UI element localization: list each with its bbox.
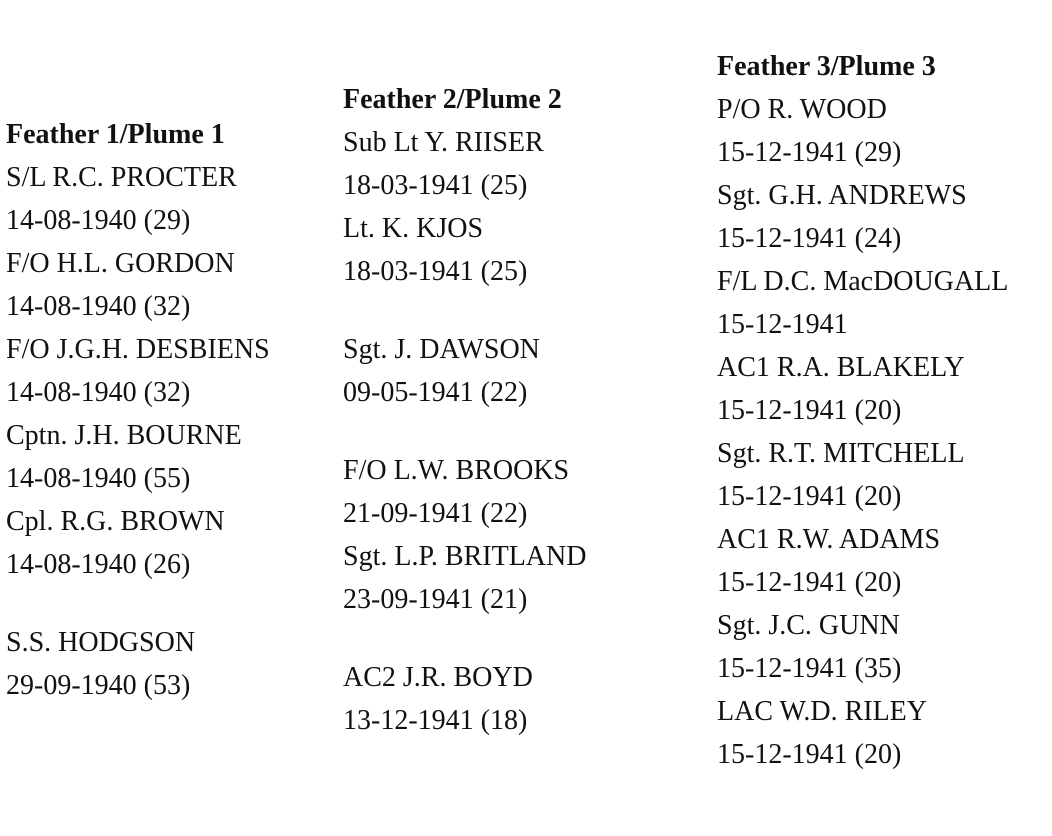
entry-date: 18-03-1941 (25) xyxy=(343,256,528,287)
feather-column-1 xyxy=(6,113,270,707)
entry-name: F/L D.C. MacDOUGALL xyxy=(717,266,1009,297)
entry-date: 18-03-1941 (25) xyxy=(343,170,528,201)
list-item xyxy=(343,535,586,621)
entry-date: 15-12-1941 (20) xyxy=(717,481,902,512)
list-item xyxy=(343,121,586,207)
list-item xyxy=(6,156,270,242)
list-item xyxy=(343,656,586,742)
entry-name: AC1 R.W. ADAMS xyxy=(717,524,941,555)
entry-date: 14-08-1940 (29) xyxy=(6,205,191,236)
entry-name: F/O H.L. GORDON xyxy=(6,248,235,279)
list-item xyxy=(717,432,1008,518)
list-item xyxy=(343,449,586,535)
entry-name: Sub Lt Y. RIISER xyxy=(343,127,544,158)
entry-name: F/O J.G.H. DESBIENS xyxy=(6,334,270,365)
entry-date: 15-12-1941 (29) xyxy=(717,137,902,168)
list-item xyxy=(717,690,1008,776)
list-item xyxy=(6,242,270,328)
entry-name: P/O R. WOOD xyxy=(717,94,887,125)
list-item xyxy=(343,328,586,414)
entry-date: 15-12-1941 (20) xyxy=(717,395,902,426)
list-item xyxy=(6,621,270,707)
entry-name: Sgt. L.P. BRITLAND xyxy=(343,541,587,572)
entry-date: 13-12-1941 (18) xyxy=(343,705,528,736)
entry-name: S.S. HODGSON xyxy=(6,627,196,658)
feather-column-2 xyxy=(343,78,586,742)
column-header: Feather 2/Plume 2 xyxy=(343,84,562,115)
list-item xyxy=(6,500,270,586)
column-header: Feather 3/Plume 3 xyxy=(717,51,936,82)
entry-date: 14-08-1940 (32) xyxy=(6,291,191,322)
entry-name: AC1 R.A. BLAKELY xyxy=(717,352,965,383)
entry-name: Sgt. G.H. ANDREWS xyxy=(717,180,967,211)
entry-name: Cptn. J.H. BOURNE xyxy=(6,420,242,451)
list-item xyxy=(717,260,1008,346)
entry-name: Lt. K. KJOS xyxy=(343,213,484,244)
entry-date: 14-08-1940 (55) xyxy=(6,463,191,494)
entry-date: 15-12-1941 (20) xyxy=(717,739,902,770)
entry-date: 15-12-1941 (35) xyxy=(717,653,902,684)
entry-name: AC2 J.R. BOYD xyxy=(343,662,533,693)
entry-name: S/L R.C. PROCTER xyxy=(6,162,237,193)
entry-date: 21-09-1941 (22) xyxy=(343,498,528,529)
list-item xyxy=(6,414,270,500)
list-item xyxy=(717,604,1008,690)
list-item xyxy=(717,346,1008,432)
entry-date: 15-12-1941 (24) xyxy=(717,223,902,254)
list-item xyxy=(717,88,1008,174)
entry-date: 15-12-1941 xyxy=(717,309,848,340)
entry-date: 23-09-1941 (21) xyxy=(343,584,528,615)
list-item xyxy=(6,328,270,414)
entry-date: 09-05-1941 (22) xyxy=(343,377,528,408)
list-item xyxy=(717,518,1008,604)
entry-date: 15-12-1941 (20) xyxy=(717,567,902,598)
entry-date: 29-09-1940 (53) xyxy=(6,670,191,701)
list-item xyxy=(717,174,1008,260)
column-header: Feather 1/Plume 1 xyxy=(6,119,225,150)
entry-name: Sgt. J.C. GUNN xyxy=(717,610,900,641)
entry-name: Sgt. R.T. MITCHELL xyxy=(717,438,965,469)
entry-name: LAC W.D. RILEY xyxy=(717,696,927,727)
entry-date: 14-08-1940 (26) xyxy=(6,549,191,580)
entry-name: F/O L.W. BROOKS xyxy=(343,455,570,486)
entry-date: 14-08-1940 (32) xyxy=(6,377,191,408)
list-item xyxy=(343,207,586,293)
entry-name: Cpl. R.G. BROWN xyxy=(6,506,225,537)
entry-name: Sgt. J. DAWSON xyxy=(343,334,540,365)
feather-column-3 xyxy=(717,45,1008,776)
